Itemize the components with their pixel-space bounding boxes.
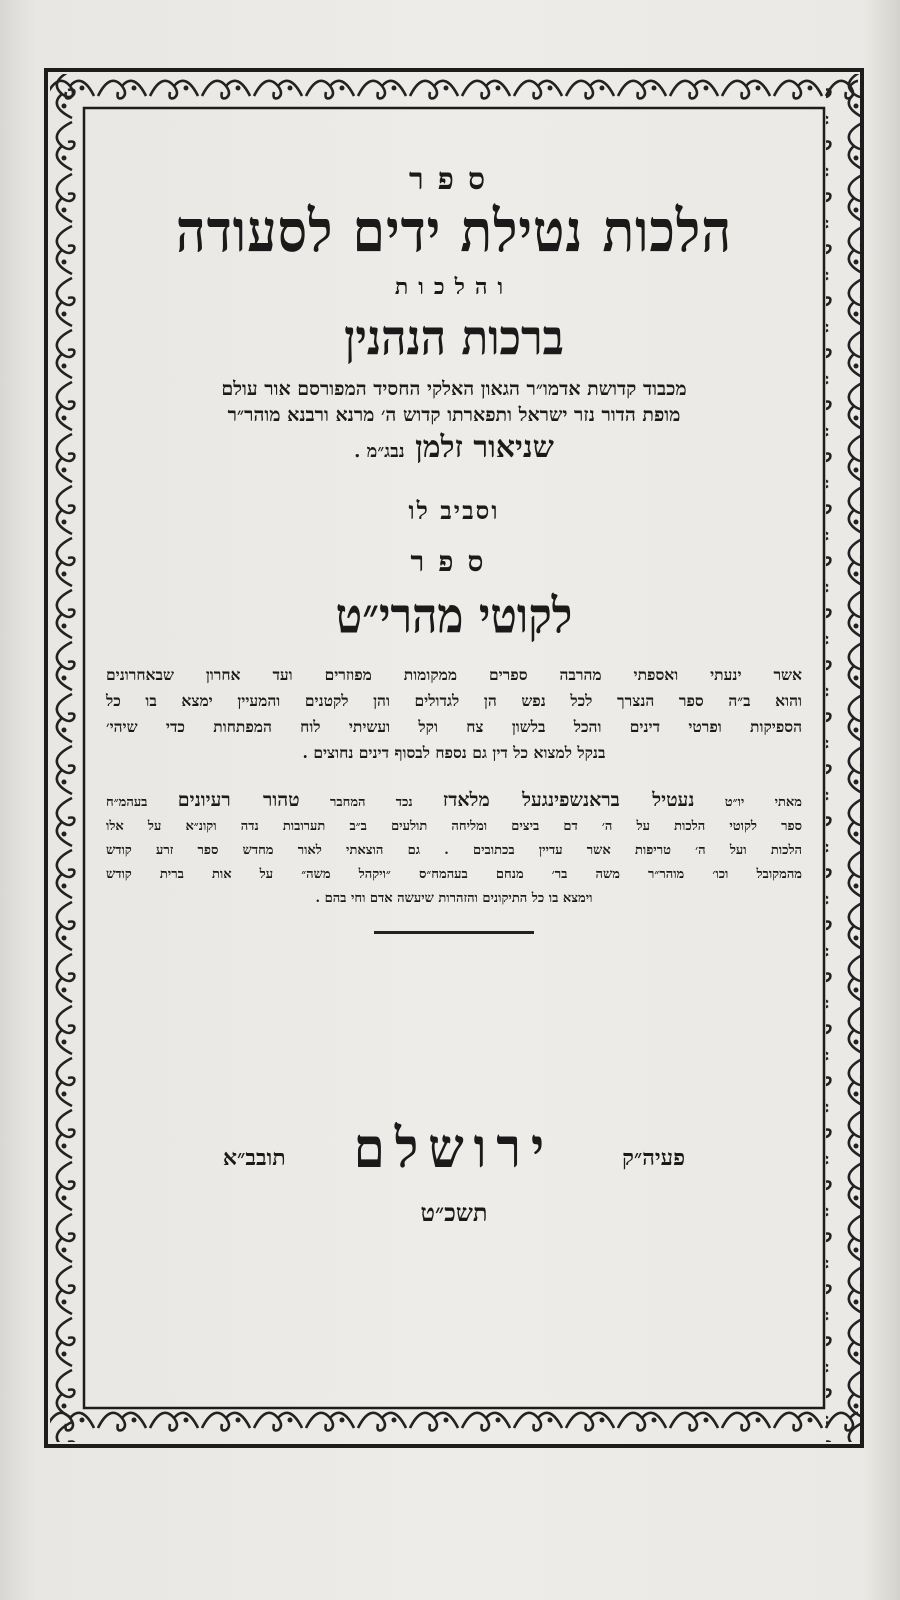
author-work-name: טהור רעיונים xyxy=(177,789,300,811)
credit-text: מאתי יו״ט xyxy=(724,795,802,810)
sefer-heading: ספר xyxy=(408,162,500,197)
description-line: בנקל למצוא כל דין גם נספח לבסוף דינים נחוצים . xyxy=(302,743,606,762)
author-name-line xyxy=(106,428,802,472)
credit-line xyxy=(106,788,802,815)
divider-rule xyxy=(374,931,534,934)
credit-text: נכד המחבר xyxy=(329,795,413,810)
description-line: והוא ב״ה ספר הנצרך לכל נפש הן לגדולים והן לקטנים והמעיין ימצא בו כל xyxy=(106,691,802,710)
surrounding-heading: וסביב לו xyxy=(408,496,500,525)
credit-line: הלכות ועל ה׳ טריפות אשר עדיין בכתובים . גם הוצאתי לאור מחדש ספר זרע קודש xyxy=(106,843,802,858)
third-title: לקוטי מהרי״ט xyxy=(335,588,573,645)
title-page-frame xyxy=(44,68,864,1448)
author-line-2: מופת הדור נזר ישראל ותפארתו קדוש ה׳ מרנא ורבנא מוהר״ר xyxy=(227,404,681,426)
compiler-name: נעטיל בראנשפינגעל מלאדז xyxy=(442,789,695,811)
second-title: ברכות הנהנין xyxy=(344,310,564,367)
description-line: הספיקות ופרטי דינים והכל בלשון צח וקל ועשיתי לוח המפתחות כדי שיהי׳ xyxy=(106,717,802,736)
author-line-1: מכבוד קדושת אדמו״ר הגאון האלקי החסיד המפורסם אור עולם xyxy=(221,378,687,400)
credit-line: ספר לקוטי הלכות על ה׳ דם ביצים ומליחה תולעים ב״ב תערובות נדה וקונ״א על אלו xyxy=(106,819,802,834)
place-suffix: תובב״א xyxy=(222,1145,286,1171)
author-suffix: נבג״מ . xyxy=(354,441,405,462)
credit-line: וימצא בו כל התיקונים והזהרות שיעשה אדם וחי בהם . xyxy=(315,891,593,906)
credit-line: מהמקובל וכו׳ מוהר״ר משה בר׳ מנחם בעהמח״ס ״ויקהל משה״ על אות ברית קודש xyxy=(106,867,802,882)
description-line: אשר ינעתי ואספתי מהרבה ספרים ממקומות מפוזרים ועד אחרון שבאחרונים xyxy=(106,665,802,684)
place-row xyxy=(106,1115,802,1180)
author-name: שניאור זלמן xyxy=(415,430,554,465)
credits-block xyxy=(106,788,802,911)
publication-year: תשכ״ט xyxy=(420,1198,488,1227)
place-prefix: פעיה״ק xyxy=(622,1145,686,1171)
credit-text: בעהמ״ח xyxy=(106,795,148,810)
city-name: ירושלם xyxy=(353,1115,555,1180)
and-laws-heading: והלכות xyxy=(394,274,514,300)
sefer-heading-2: ספר xyxy=(410,545,498,578)
title-page-content xyxy=(106,114,802,934)
description-block xyxy=(106,662,802,766)
main-title: הלכות נטילת ידים לסעודה xyxy=(175,197,733,266)
